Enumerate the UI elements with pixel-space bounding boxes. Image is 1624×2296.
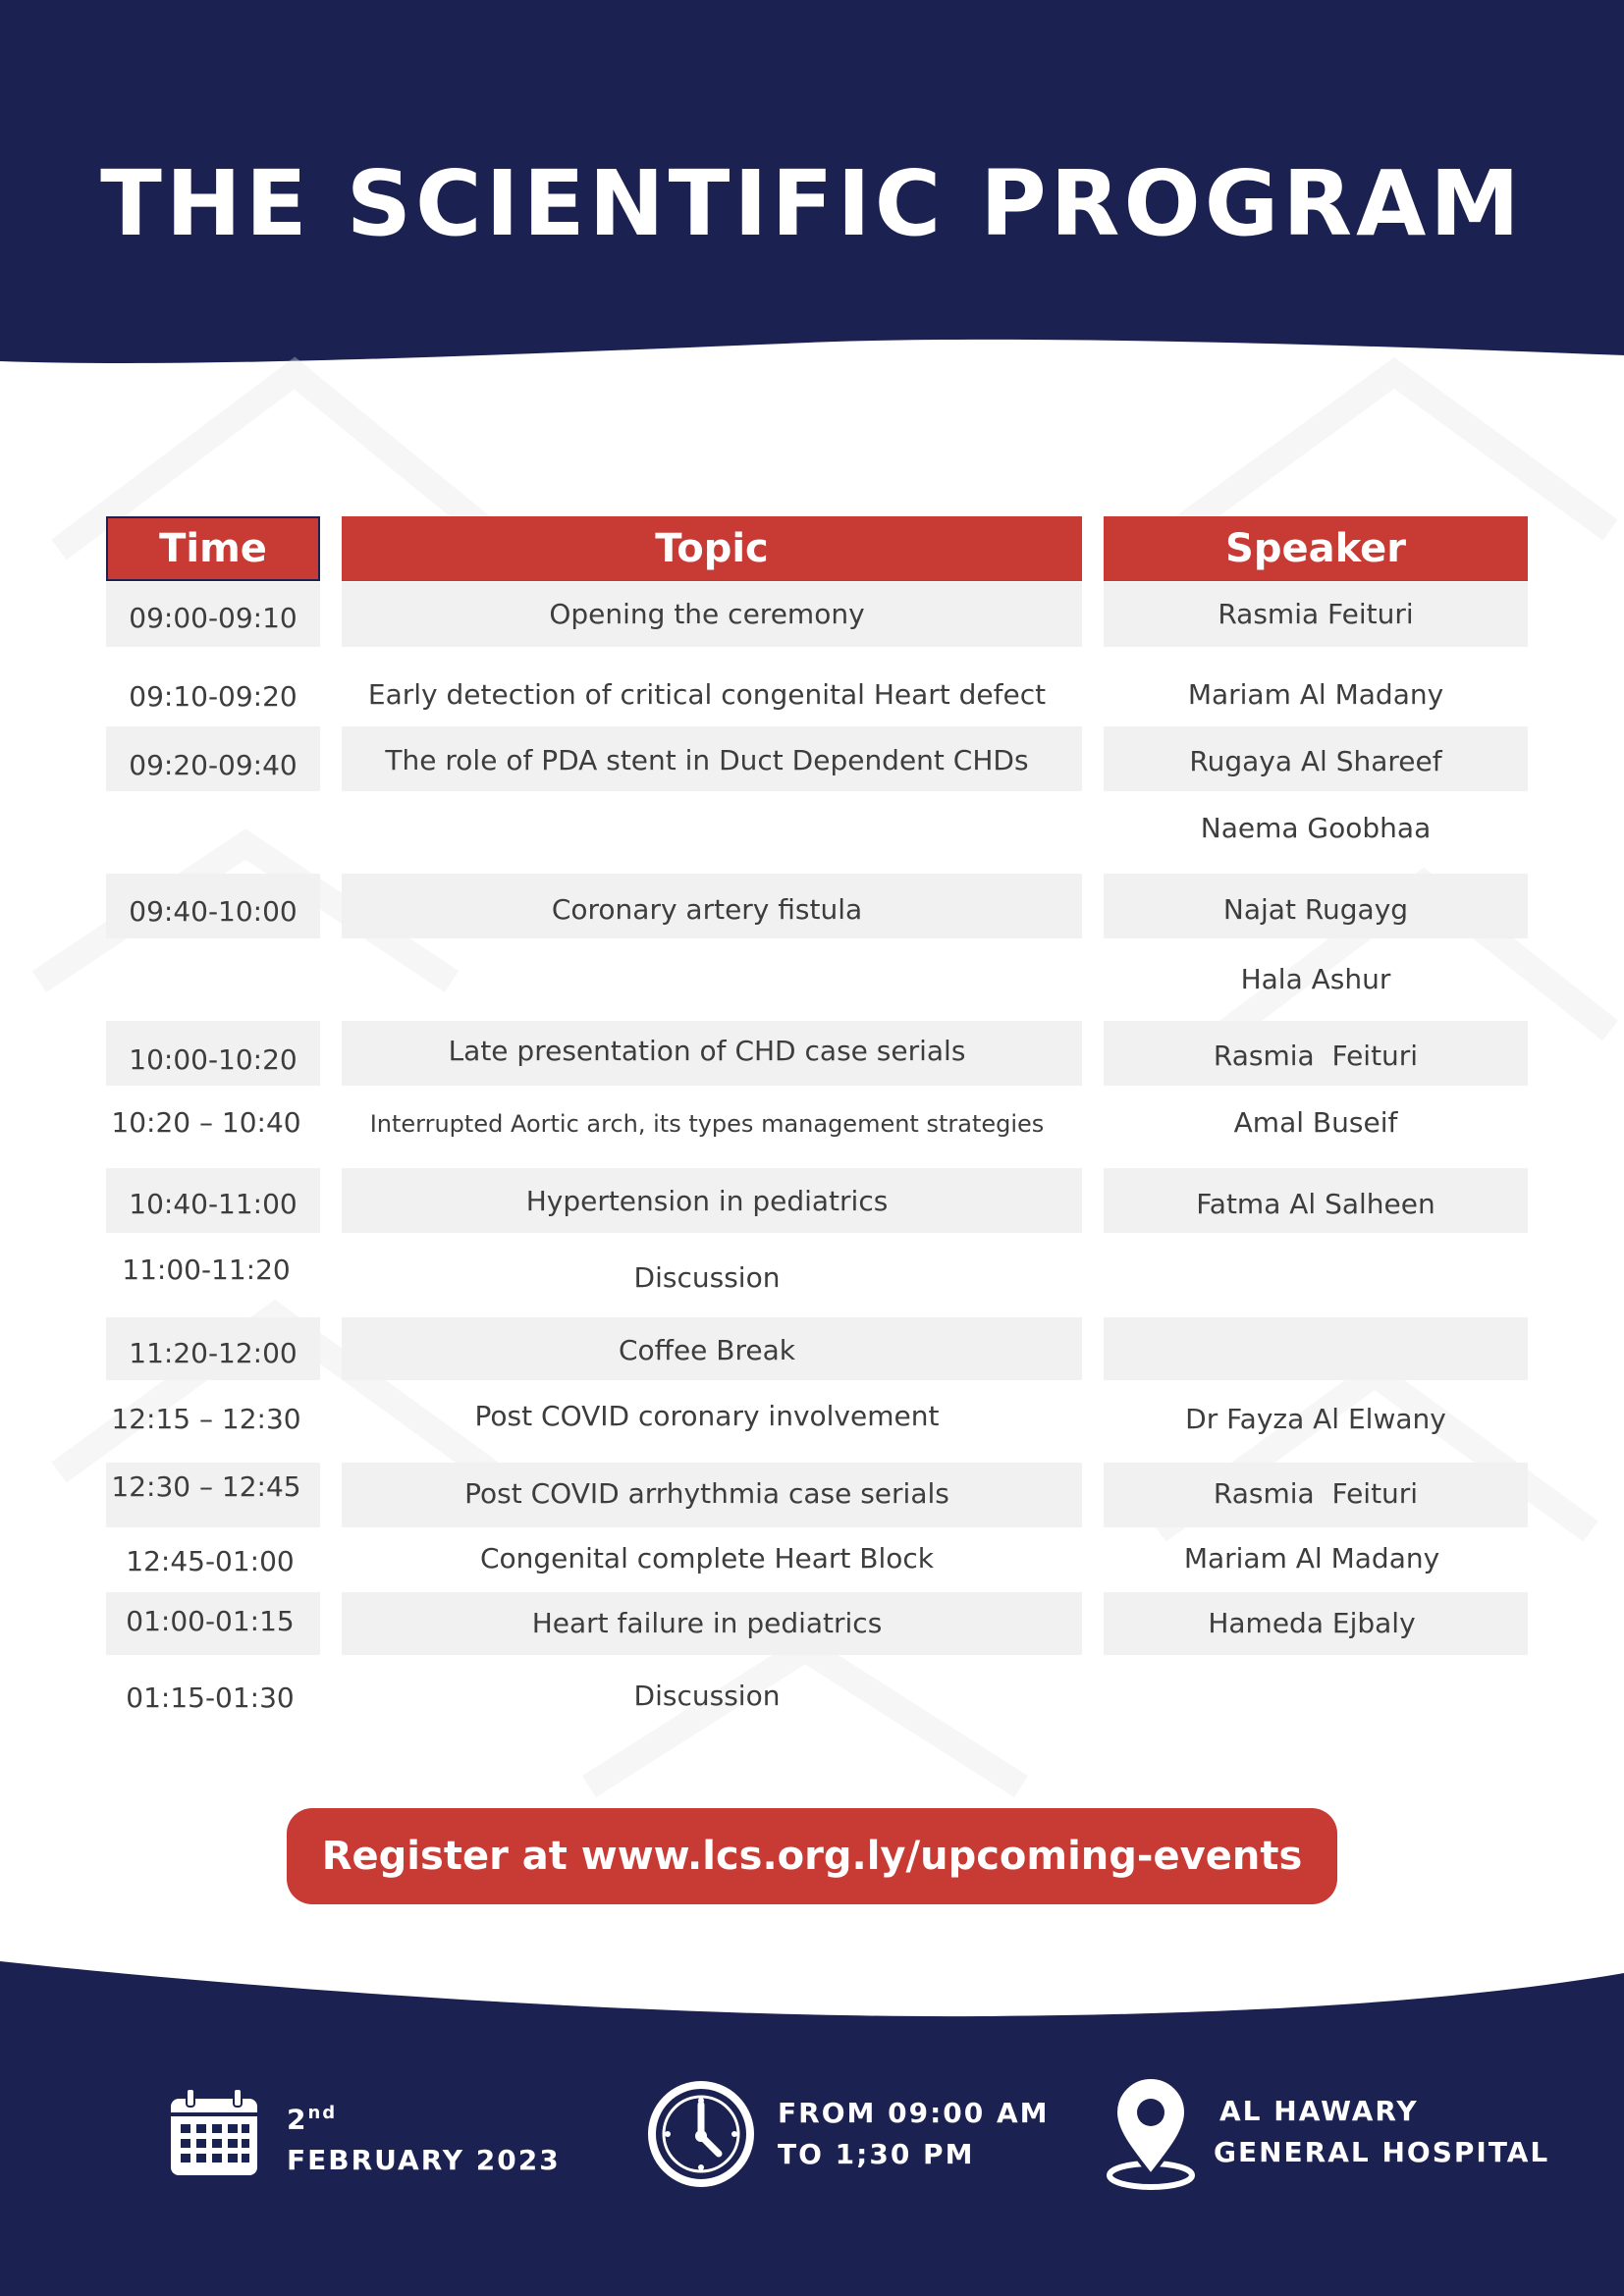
row-speaker: Amal Buseif bbox=[1233, 1106, 1398, 1139]
time-from: FROM 09:00 AM bbox=[778, 2097, 1050, 2129]
location-pin-icon bbox=[1102, 2073, 1200, 2191]
row-speaker: Rugaya Al Shareef bbox=[1189, 745, 1442, 777]
time-to: TO 1;30 PM bbox=[778, 2138, 975, 2170]
row-time: 09:40-10:00 bbox=[129, 895, 298, 928]
row-topic: Opening the ceremony bbox=[549, 598, 865, 630]
row-time: 09:10-09:20 bbox=[129, 680, 298, 713]
row-speaker: Rasmia Feituri bbox=[1213, 1040, 1419, 1072]
row-topic: Hypertension in pediatrics bbox=[525, 1185, 889, 1217]
header-time: Time bbox=[106, 516, 320, 581]
row-topic: Early detection of critical congenital Heart defect bbox=[367, 678, 1047, 711]
row-time: 11:00-11:20 bbox=[122, 1254, 291, 1286]
row-topic: Coronary artery fistula bbox=[551, 893, 863, 926]
row-time: 01:00-01:15 bbox=[126, 1605, 295, 1637]
header-topic: Topic bbox=[342, 516, 1082, 581]
row-speaker: Fatma Al Salheen bbox=[1196, 1188, 1435, 1220]
date-day: 2 bbox=[287, 2103, 308, 2136]
row-speaker: Dr Fayza Al Elwany bbox=[1185, 1403, 1446, 1435]
location-line2: GENERAL HOSPITAL bbox=[1214, 2136, 1550, 2168]
row-time: 09:20-09:40 bbox=[129, 749, 298, 781]
row-topic: Heart failure in pediatrics bbox=[531, 1607, 883, 1639]
row-time: 10:40-11:00 bbox=[129, 1188, 298, 1220]
event-time bbox=[778, 2093, 1050, 2175]
row-topic: Coffee Break bbox=[618, 1334, 796, 1366]
location-line1: AL HAWARY bbox=[1219, 2095, 1419, 2127]
row-topic: Late presentation of CHD case serials bbox=[448, 1035, 966, 1067]
row-topic: The role of PDA stent in Duct Dependent CHDs bbox=[385, 744, 1029, 776]
row-time: 12:30 – 12:45 bbox=[111, 1470, 301, 1503]
row-topic: Discussion bbox=[633, 1261, 781, 1294]
event-date bbox=[287, 2093, 561, 2181]
row-time: 11:20-12:00 bbox=[129, 1337, 298, 1369]
row-speaker: Mariam Al Madany bbox=[1183, 1542, 1440, 1575]
row-topic: Interrupted Aortic arch, its types management strategies bbox=[369, 1110, 1045, 1138]
date-month-year: FEBRUARY 2023 bbox=[287, 2144, 561, 2177]
row-speaker: Hala Ashur bbox=[1240, 963, 1391, 995]
row-topic: Discussion bbox=[633, 1680, 781, 1712]
register-button[interactable]: Register at www.lcs.org.ly/upcoming-events bbox=[287, 1808, 1337, 1904]
row-time: 10:00-10:20 bbox=[129, 1043, 298, 1076]
row-topic: Post COVID coronary involvement bbox=[474, 1400, 940, 1432]
row-topic: Post COVID arrhythmia case serials bbox=[464, 1477, 949, 1510]
row-speaker: Rasmia Feituri bbox=[1218, 598, 1414, 630]
row-topic: Congenital complete Heart Block bbox=[479, 1542, 934, 1575]
row-time: 09:00-09:10 bbox=[129, 602, 298, 634]
row-time: 10:20 – 10:40 bbox=[111, 1106, 301, 1139]
row-time: 01:15-01:30 bbox=[126, 1682, 295, 1714]
row-speaker: Rasmia Feituri bbox=[1213, 1477, 1419, 1510]
row-speaker: Naema Goobhaa bbox=[1200, 812, 1432, 844]
row-time: 12:15 – 12:30 bbox=[111, 1403, 301, 1435]
event-location bbox=[1214, 2091, 1549, 2173]
row-time: 12:45-01:00 bbox=[126, 1545, 295, 1577]
row-speaker: Najat Rugayg bbox=[1222, 893, 1409, 926]
calendar-icon bbox=[167, 2085, 261, 2179]
date-suffix: nd bbox=[307, 2103, 338, 2123]
clock-icon bbox=[646, 2079, 756, 2189]
header-speaker: Speaker bbox=[1104, 516, 1528, 581]
row-speaker: Hameda Ejbaly bbox=[1208, 1607, 1416, 1639]
row-speaker: Mariam Al Madany bbox=[1187, 678, 1444, 711]
page-title: THE SCIENTIFIC PROGRAM bbox=[100, 151, 1524, 256]
